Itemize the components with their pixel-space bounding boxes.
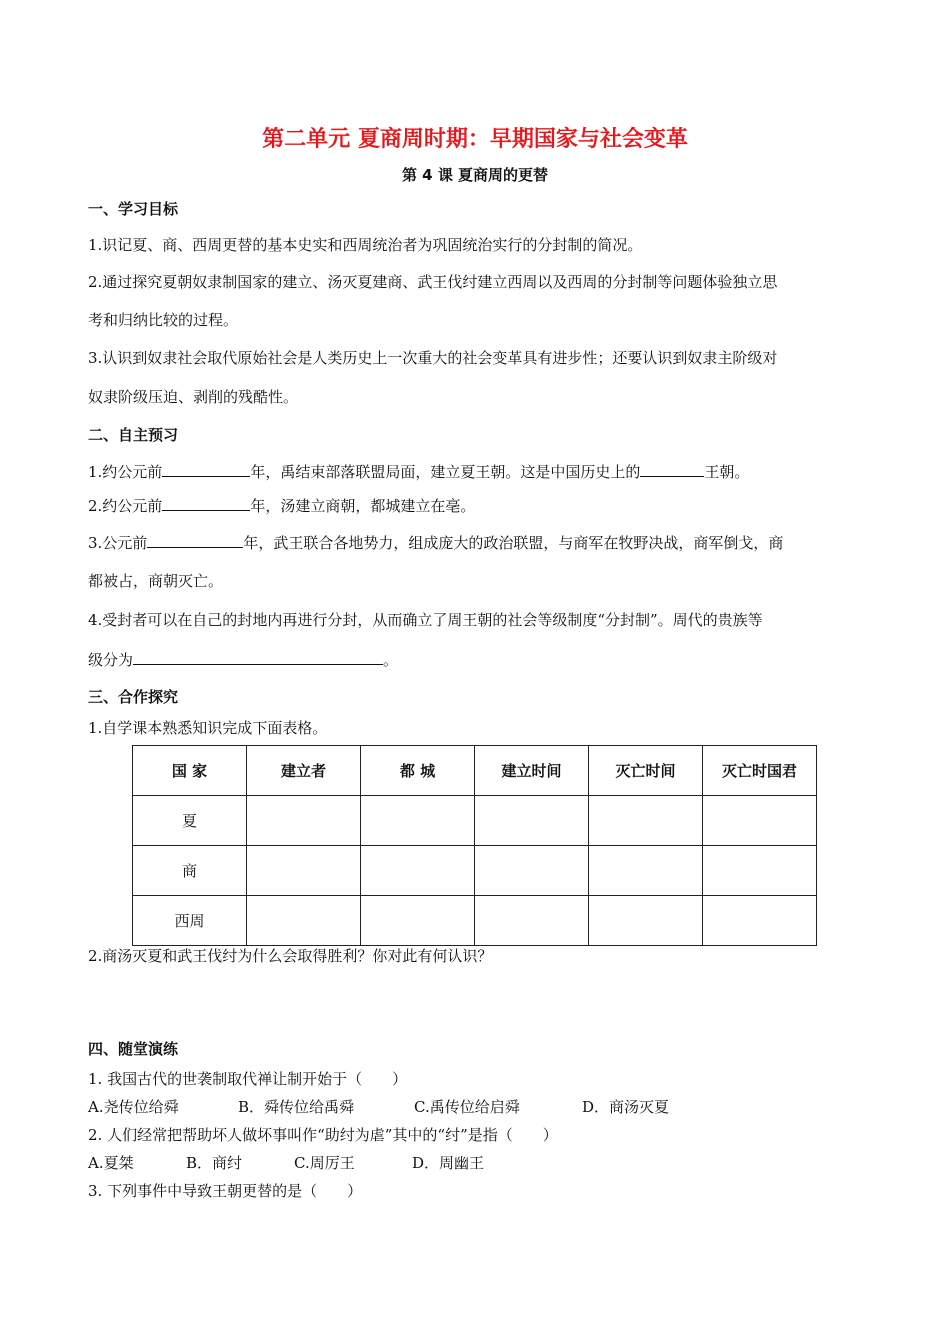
option-d[interactable]: D．周幽王 xyxy=(412,1154,485,1172)
answer-cell[interactable] xyxy=(589,796,703,846)
dynasty-table xyxy=(132,745,817,946)
option-a[interactable]: A.尧传位给舜 xyxy=(88,1098,179,1116)
answer-cell[interactable] xyxy=(703,796,817,846)
section-heading-explore: 三、合作探究 xyxy=(88,688,179,706)
preview-question-3-line1 xyxy=(88,531,783,553)
option-b[interactable]: B．商纣 xyxy=(186,1154,243,1172)
practice-question-1: 1. 我国古代的世袭制取代禅让制开始于（ ） xyxy=(88,1070,408,1088)
answer-cell[interactable] xyxy=(361,846,475,896)
practice-question-1-options xyxy=(88,1096,669,1117)
option-b[interactable]: B．舜传位给禹舜 xyxy=(238,1098,355,1116)
goal-item-3-line2: 奴隶阶级压迫、剥削的残酷性。 xyxy=(88,388,299,406)
practice-question-2: 2. 人们经常把帮助坏人做坏事叫作“助纣为虐”其中的“纣”是指（ ） xyxy=(88,1126,558,1144)
table-row xyxy=(133,846,817,896)
answer-cell[interactable] xyxy=(361,896,475,946)
q4-text-b: 。 xyxy=(383,651,399,669)
answer-cell[interactable] xyxy=(475,846,589,896)
goal-item-3-line1: 3.认识到奴隶社会取代原始社会是人类历史上一次重大的社会变革具有进步性；还要认识到奴隶主阶级对 xyxy=(88,349,778,367)
table-header-cell: 都 城 xyxy=(361,746,475,796)
q1-blank-dynasty[interactable] xyxy=(640,460,704,477)
preview-question-1 xyxy=(88,460,749,482)
practice-question-2-options xyxy=(88,1152,484,1173)
table-header-cell: 灭亡时间 xyxy=(589,746,703,796)
q1-text-a: 1.约公元前 xyxy=(88,463,163,481)
section-heading-preview: 二、自主预习 xyxy=(88,426,179,444)
q4-text-a: 级分为 xyxy=(88,651,134,669)
option-c[interactable]: C.禹传位给启舜 xyxy=(414,1098,520,1116)
preview-question-4-line1: 4.受封者可以在自己的封地内再进行分封，从而确立了周王朝的社会等级制度“分封制”。周代的贵族等 xyxy=(88,611,763,629)
option-c[interactable]: C.周厉王 xyxy=(294,1154,355,1172)
section-heading-practice: 四、随堂演练 xyxy=(88,1040,179,1058)
q3-text-b: 年，武王联合各地势力，组成庞大的政治联盟，与商军在牧野决战，商军倒戈，商 xyxy=(243,534,784,552)
preview-question-2 xyxy=(88,494,475,516)
goal-item-2-line1: 2.通过探究夏朝奴隶制国家的建立、汤灭夏建商、武王伐纣建立西周以及西周的分封制等问题体验独立思 xyxy=(88,273,778,291)
q1-text-b: 年，禹结束部落联盟局面，建立夏王朝。这是中国历史上的 xyxy=(250,463,641,481)
preview-question-3-line2: 都被占，商朝灭亡。 xyxy=(88,572,224,590)
q1-text-c: 王朝。 xyxy=(704,463,750,481)
answer-cell[interactable] xyxy=(703,846,817,896)
answer-cell[interactable] xyxy=(247,846,361,896)
answer-cell[interactable] xyxy=(475,896,589,946)
table-header-cell: 建立者 xyxy=(247,746,361,796)
q3-text-a: 3.公元前 xyxy=(88,534,148,552)
goal-item-1: 1.识记夏、商、西周更替的基本史实和西周统治者为巩固统治实行的分封制的简况。 xyxy=(88,236,643,254)
table-header-cell: 建立时间 xyxy=(475,746,589,796)
explore-question-1: 1.自学课本熟悉知识完成下面表格。 xyxy=(88,719,328,737)
q1-blank-year[interactable] xyxy=(162,460,250,477)
option-a[interactable]: A.夏桀 xyxy=(88,1154,134,1172)
goal-item-2-line2: 考和归纳比较的过程。 xyxy=(88,311,239,329)
answer-cell[interactable] xyxy=(589,846,703,896)
row-label-cell: 商 xyxy=(133,846,247,896)
answer-cell[interactable] xyxy=(703,896,817,946)
lesson-title: 第 4 课 夏商周的更替 xyxy=(401,166,549,184)
answer-cell[interactable] xyxy=(361,796,475,846)
section-heading-goals: 一、学习目标 xyxy=(88,200,179,218)
q2-blank-year[interactable] xyxy=(162,494,250,511)
row-label-cell: 西周 xyxy=(133,896,247,946)
q3-blank-year[interactable] xyxy=(147,531,243,548)
answer-cell[interactable] xyxy=(475,796,589,846)
row-label-cell: 夏 xyxy=(133,796,247,846)
q2-text-a: 2.约公元前 xyxy=(88,497,163,515)
practice-question-3: 3. 下列事件中导致王朝更替的是（ ） xyxy=(88,1182,363,1200)
option-d[interactable]: D．商汤灭夏 xyxy=(582,1098,670,1116)
preview-question-4-line2 xyxy=(88,648,398,670)
answer-cell[interactable] xyxy=(589,896,703,946)
q4-blank-ranks[interactable] xyxy=(133,648,383,665)
answer-cell[interactable] xyxy=(247,896,361,946)
table-row xyxy=(133,796,817,846)
table-header-cell: 灭亡时国君 xyxy=(703,746,817,796)
table-header-row xyxy=(133,746,817,796)
table-row xyxy=(133,896,817,946)
table-header-cell: 国 家 xyxy=(133,746,247,796)
answer-cell[interactable] xyxy=(247,796,361,846)
document-title: 第二单元 夏商周时期：早期国家与社会变革 xyxy=(262,127,688,152)
q2-text-b: 年，汤建立商朝，都城建立在亳。 xyxy=(250,497,476,515)
explore-question-2: 2.商汤灭夏和武王伐纣为什么会取得胜利？你对此有何认识？ xyxy=(88,947,493,965)
